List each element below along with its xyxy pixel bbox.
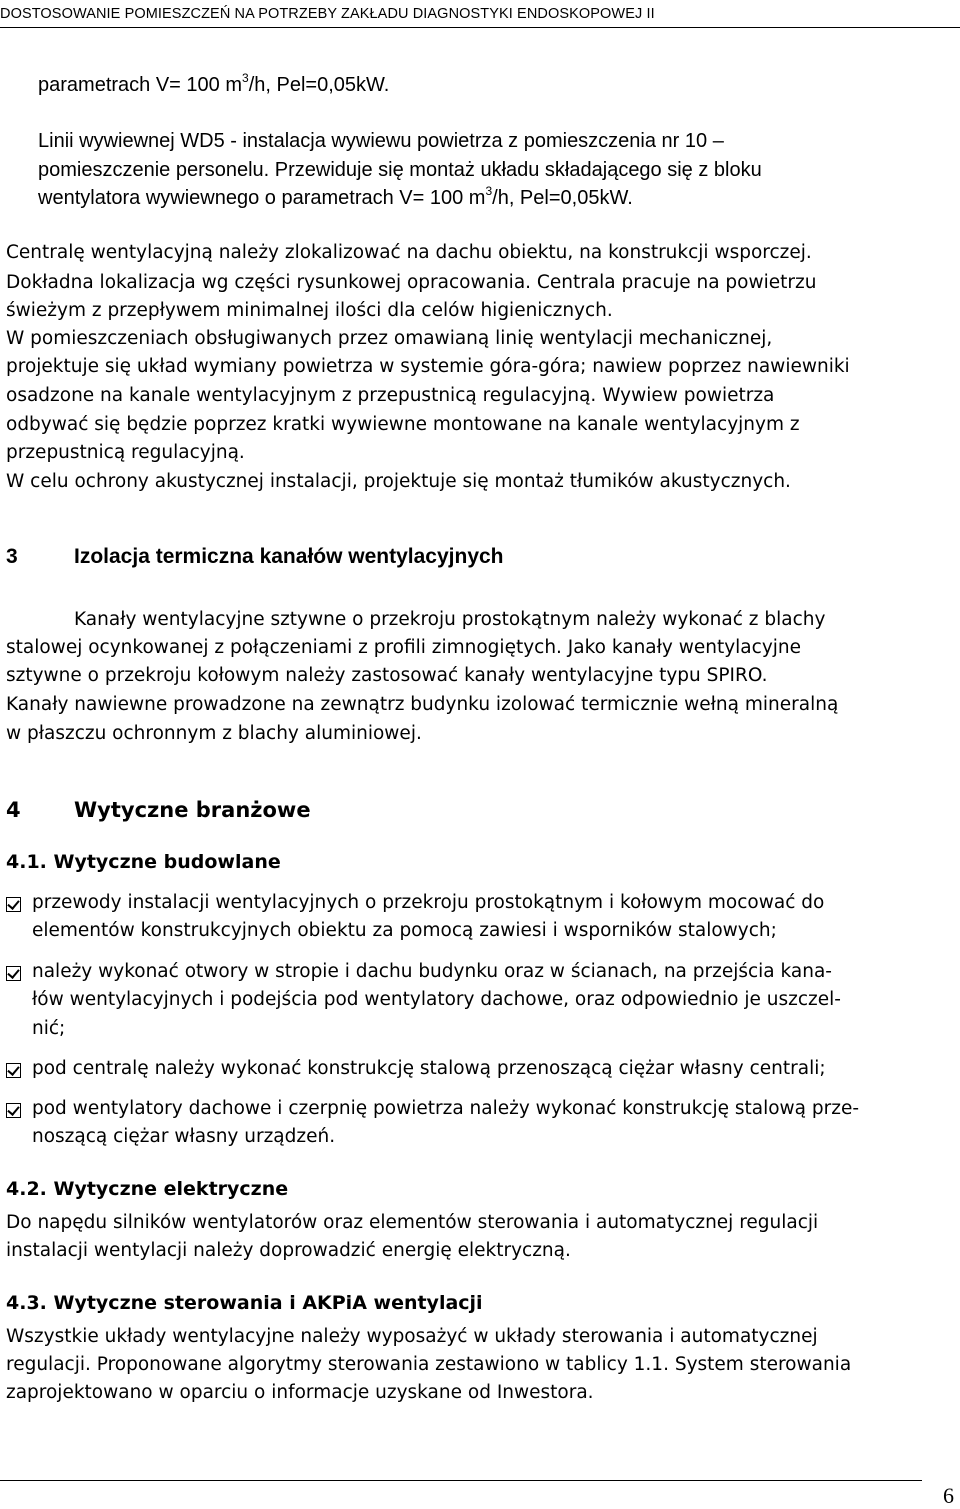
- superscript: 3: [485, 184, 493, 198]
- paragraph-5-line-1: W celu ochrony akustycznej instalacji, projektuje się montaż tłumików akustycznych.: [6, 471, 791, 492]
- intro-paragraph-1: [38, 71, 390, 97]
- page-number: 6: [943, 1483, 954, 1508]
- section-3-line-3: sztywne o przekroju kołowym należy zastosować kanały wentylacyjne typu SPIRO.: [6, 665, 768, 686]
- section-4-2-line-1: Do napędu silników wentylatorów oraz elementów sterowania i automatycznej regulacji: [6, 1212, 819, 1233]
- section-3-line-2: stalowej ocynkowanej z połączeniami z profili zimnogiętych. Jako kanały wentylacyjne: [6, 637, 802, 658]
- checkbox-icon: [6, 1103, 21, 1118]
- section-3-line-4: Kanały nawiewne prowadzone na zewnątrz budynku izolować termicznie wełną mineralną: [6, 694, 839, 715]
- bullet-2-line-3: nić;: [32, 1018, 66, 1039]
- section-4-2-line-2: instalacji wentylacji należy doprowadzić energię elektryczną.: [6, 1240, 571, 1261]
- section-3-line-5: w płaszczu ochronnym z blachy aluminiowej.: [6, 723, 422, 744]
- running-header: DOSTOSOWANIE POMIESZCZEŃ NA POTRZEBY ZAKŁADU DIAGNOSTYKI ENDOSKOPOWEJ II: [0, 6, 655, 22]
- checkbox-icon: [6, 897, 21, 912]
- header-divider: [0, 27, 960, 28]
- section-4-1-title: 4.1. Wytyczne budowlane: [6, 851, 281, 873]
- section-4-3-title: 4.3. Wytyczne sterowania i AKPiA wentylacji: [6, 1292, 483, 1314]
- bullet-1-line-1: przewody instalacji wentylacyjnych o przekroju prostokątnym i kołowym mocować do: [32, 892, 825, 913]
- section-4-3-line-2: regulacji. Proponowane algorytmy sterowania zestawiono w tablicy 1.1. System sterowania: [6, 1354, 852, 1375]
- bullet-1-line-2: elementów konstrukcyjnych obiektu za pomocą zawiesi i wsporników stalowych;: [32, 920, 777, 941]
- paragraph-4-line-1: W pomieszczeniach obsługiwanych przez omawianą linię wentylacji mechanicznej,: [6, 328, 773, 349]
- bullet-4-line-1: pod wentylatory dachowe i czerpnię powietrza należy wykonać konstrukcję stalową prze-: [32, 1098, 860, 1119]
- section-3-number: 3: [6, 545, 18, 568]
- bullet-2-line-2: łów wentylacyjnych i podejścia pod wentylatory dachowe, oraz odpowiednio je uszczel-: [32, 989, 841, 1010]
- intro-text: wentylatora wywiewnego o parametrach V= 100 m: [38, 187, 486, 209]
- intro-text: /h, Pel=0,05kW.: [492, 187, 633, 209]
- checkbox-icon: [6, 966, 21, 981]
- section-4-3-line-3: zaprojektowano w oparciu o informacje uzyskane od Inwestora.: [6, 1382, 594, 1403]
- intro-text: /h, Pel=0,05kW.: [248, 74, 390, 96]
- paragraph-4-line-3: osadzone na kanale wentylacyjnym z przepustnicą regulacyjną. Wywiew powietrza: [6, 385, 775, 406]
- section-4-number: 4: [6, 798, 21, 822]
- paragraph-3-line-1: Centralę wentylacyjną należy zlokalizować na dachu obiektu, na konstrukcji wsporczej.: [6, 242, 812, 263]
- intro-text: parametrach V= 100 m: [38, 74, 242, 96]
- paragraph-4-line-2: projektuje się układ wymiany powietrza w systemie góra-góra; nawiew poprzez nawiewniki: [6, 356, 850, 377]
- paragraph-3-line-3: świeżym z przepływem minimalnej ilości dla celów higienicznych.: [6, 300, 613, 321]
- paragraph-4-line-5: przepustnicą regulacyjną.: [6, 442, 245, 463]
- section-3-line-1: Kanały wentylacyjne sztywne o przekroju prostokątnym należy wykonać z blachy: [74, 609, 826, 630]
- section-4-3-line-1: Wszystkie układy wentylacyjne należy wyposażyć w układy sterowania i automatycznej: [6, 1326, 818, 1347]
- paragraph-3-line-2: Dokładna lokalizacja wg części rysunkowej opracowania. Centrala pracuje na powietrzu: [6, 272, 817, 293]
- section-4-title: Wytyczne branżowe: [74, 798, 311, 822]
- paragraph-4-line-4: odbywać się będzie poprzez kratki wywiewne montowane na kanale wentylacyjnym z: [6, 414, 800, 435]
- bullet-3-line-1: pod centralę należy wykonać konstrukcję stalową przenoszącą ciężar własny centrali;: [32, 1058, 826, 1079]
- superscript: 3: [242, 71, 249, 85]
- footer-divider: [0, 1480, 922, 1481]
- section-3-title: Izolacja termiczna kanałów wentylacyjnych: [74, 545, 504, 568]
- checkbox-icon: [6, 1063, 21, 1078]
- bullet-4-line-2: noszącą ciężar własny urządzeń.: [32, 1126, 336, 1147]
- intro-paragraph-2-line-2: pomieszczenie personelu. Przewiduje się montaż układu składającego się z bloku: [38, 159, 762, 181]
- intro-paragraph-2-line-3: [38, 184, 633, 210]
- section-4-2-title: 4.2. Wytyczne elektryczne: [6, 1178, 289, 1200]
- bullet-2-line-1: należy wykonać otwory w stropie i dachu budynku oraz w ścianach, na przejścia kana-: [32, 961, 832, 982]
- intro-paragraph-2-line-1: Linii wywiewnej WD5 - instalacja wywiewu powietrza z pomieszczenia nr 10 –: [38, 130, 724, 152]
